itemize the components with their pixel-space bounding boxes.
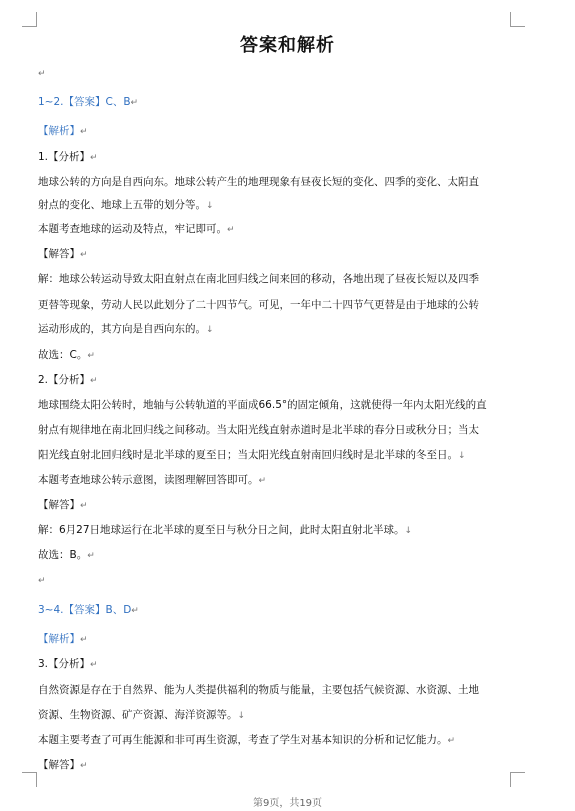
line-text: 自然资源是存在于自然界、能为人类提供福利的物质与能量，主要包括气候资源、水资源、土地: [38, 684, 479, 696]
text-line: [38, 683, 479, 697]
text-line: [38, 272, 479, 286]
text-line: [38, 573, 46, 588]
text-line: [38, 733, 455, 748]
line-text: 1.【分析】: [38, 151, 91, 163]
text-line: [38, 66, 46, 81]
paragraph-mark-icon: ↵: [447, 736, 456, 746]
line-text: 射点有规律地在南北回归线之间移动。当太阳光线直射赤道时是北半球的春分日或秋分日；当太: [38, 424, 479, 436]
text-line: [38, 298, 479, 312]
paragraph-mark-icon: ↵: [87, 551, 95, 561]
text-line: [38, 398, 487, 412]
text-line: [38, 632, 88, 647]
crop-mark-bottom-right: [510, 772, 525, 787]
paragraph-mark-icon: ↵: [90, 376, 98, 386]
line-text: 本题考查地球公转示意图，读图理解回答即可。: [38, 474, 259, 486]
paragraph-mark-icon: ↵: [130, 98, 139, 108]
text-line: [38, 222, 235, 237]
paragraph-mark-icon: ↵: [80, 250, 88, 260]
text-line: [38, 150, 98, 165]
paragraph-mark-icon: ↵: [258, 476, 267, 486]
paragraph-mark-icon: ↵: [38, 69, 46, 79]
paragraph-mark-icon: ↵: [87, 351, 95, 361]
line-text: 本题主要考查了可再生能源和非可再生资源，考查了学生对基本知识的分析和记忆能力。: [38, 734, 448, 746]
paragraph-mark-icon: ↵: [227, 225, 235, 235]
paragraph-mark-icon: ↓: [206, 201, 214, 211]
text-line: [38, 758, 88, 773]
line-text: 1~2.【答案】C、B: [38, 96, 131, 108]
line-text: 地球公转的方向是自西向东。地球公转产生的地理现象有昼夜长短的变化、四季的变化、太阳直: [38, 176, 479, 188]
line-text: 解：地球公转运动导致太阳直射点在南北回归线之间来回的移动，各地出现了昼夜长短以及四季: [38, 273, 479, 285]
paragraph-mark-icon: ↵: [90, 660, 98, 670]
line-text: 【解析】: [38, 633, 80, 645]
text-line: [38, 657, 98, 672]
paragraph-mark-icon: ↓: [206, 325, 214, 335]
paragraph-mark-icon: ↵: [80, 635, 88, 645]
paragraph-mark-icon: ↓: [458, 451, 466, 461]
paragraph-mark-icon: ↵: [90, 153, 98, 163]
line-text: 【解答】: [38, 248, 80, 260]
text-line: [38, 523, 412, 538]
line-text: 运动形成的，其方向是自西向东的。: [38, 323, 206, 335]
paragraph-mark-icon: ↓: [404, 526, 413, 536]
crop-mark-top-left: [22, 12, 37, 27]
line-text: 解：6月27日地球运行在北半球的夏至日与秋分日之间，此时太阳直射北半球。: [38, 524, 405, 536]
text-line: [38, 322, 214, 337]
text-line: [38, 247, 88, 262]
paragraph-mark-icon: ↵: [131, 606, 139, 616]
line-text: 3.【分析】: [38, 658, 91, 670]
paragraph-mark-icon: ↓: [237, 711, 246, 721]
line-text: 地球围绕太阳公转时，地轴与公转轨道的平面成66.5°的固定倾角，这就使得一年内太阳光线的直: [38, 399, 487, 411]
text-line: [38, 348, 95, 363]
paragraph-mark-icon: ↵: [80, 501, 88, 511]
page-title: 答案和解析: [240, 35, 335, 56]
line-text: 2.【分析】: [38, 374, 91, 386]
text-line: [38, 124, 88, 139]
crop-mark-bottom-left: [22, 772, 37, 787]
text-line: [38, 548, 95, 563]
line-text: 故选：C。: [38, 349, 88, 361]
crop-mark-top-right: [510, 12, 525, 27]
line-text: 【解答】: [38, 759, 80, 771]
text-line: [38, 373, 98, 388]
text-line: [38, 448, 466, 463]
line-text: 资源、生物资源、矿产资源、海洋资源等。: [38, 709, 238, 721]
line-text: 【解析】: [38, 125, 80, 137]
text-line: [38, 708, 245, 723]
text-line: [38, 498, 88, 513]
text-line: [38, 198, 214, 213]
text-line: [38, 423, 479, 437]
text-line: [38, 95, 138, 110]
line-text: 更替等现象，劳动人民以此划分了二十四节气。可见，一年中二十四节气更替是由于地球的公转: [38, 299, 479, 311]
line-text: 阳光线直射北回归线时是北半球的夏至日；当太阳光线直射南回归线时是北半球的冬至日。: [38, 449, 458, 461]
paragraph-mark-icon: ↵: [80, 127, 88, 137]
text-line: [38, 473, 266, 488]
text-line: [38, 603, 139, 618]
text-line: [38, 175, 479, 189]
line-text: 射点的变化、地球上五带的划分等。: [38, 199, 206, 211]
line-text: 故选：B。: [38, 549, 88, 561]
line-text: 【解答】: [38, 499, 80, 511]
paragraph-mark-icon: ↵: [80, 761, 88, 771]
page-footer: 第9页，共19页: [252, 798, 323, 809]
paragraph-mark-icon: ↵: [38, 576, 46, 586]
line-text: 3~4.【答案】B、D: [38, 604, 132, 616]
line-text: 本题考查地球的运动及特点，牢记即可。: [38, 223, 227, 235]
